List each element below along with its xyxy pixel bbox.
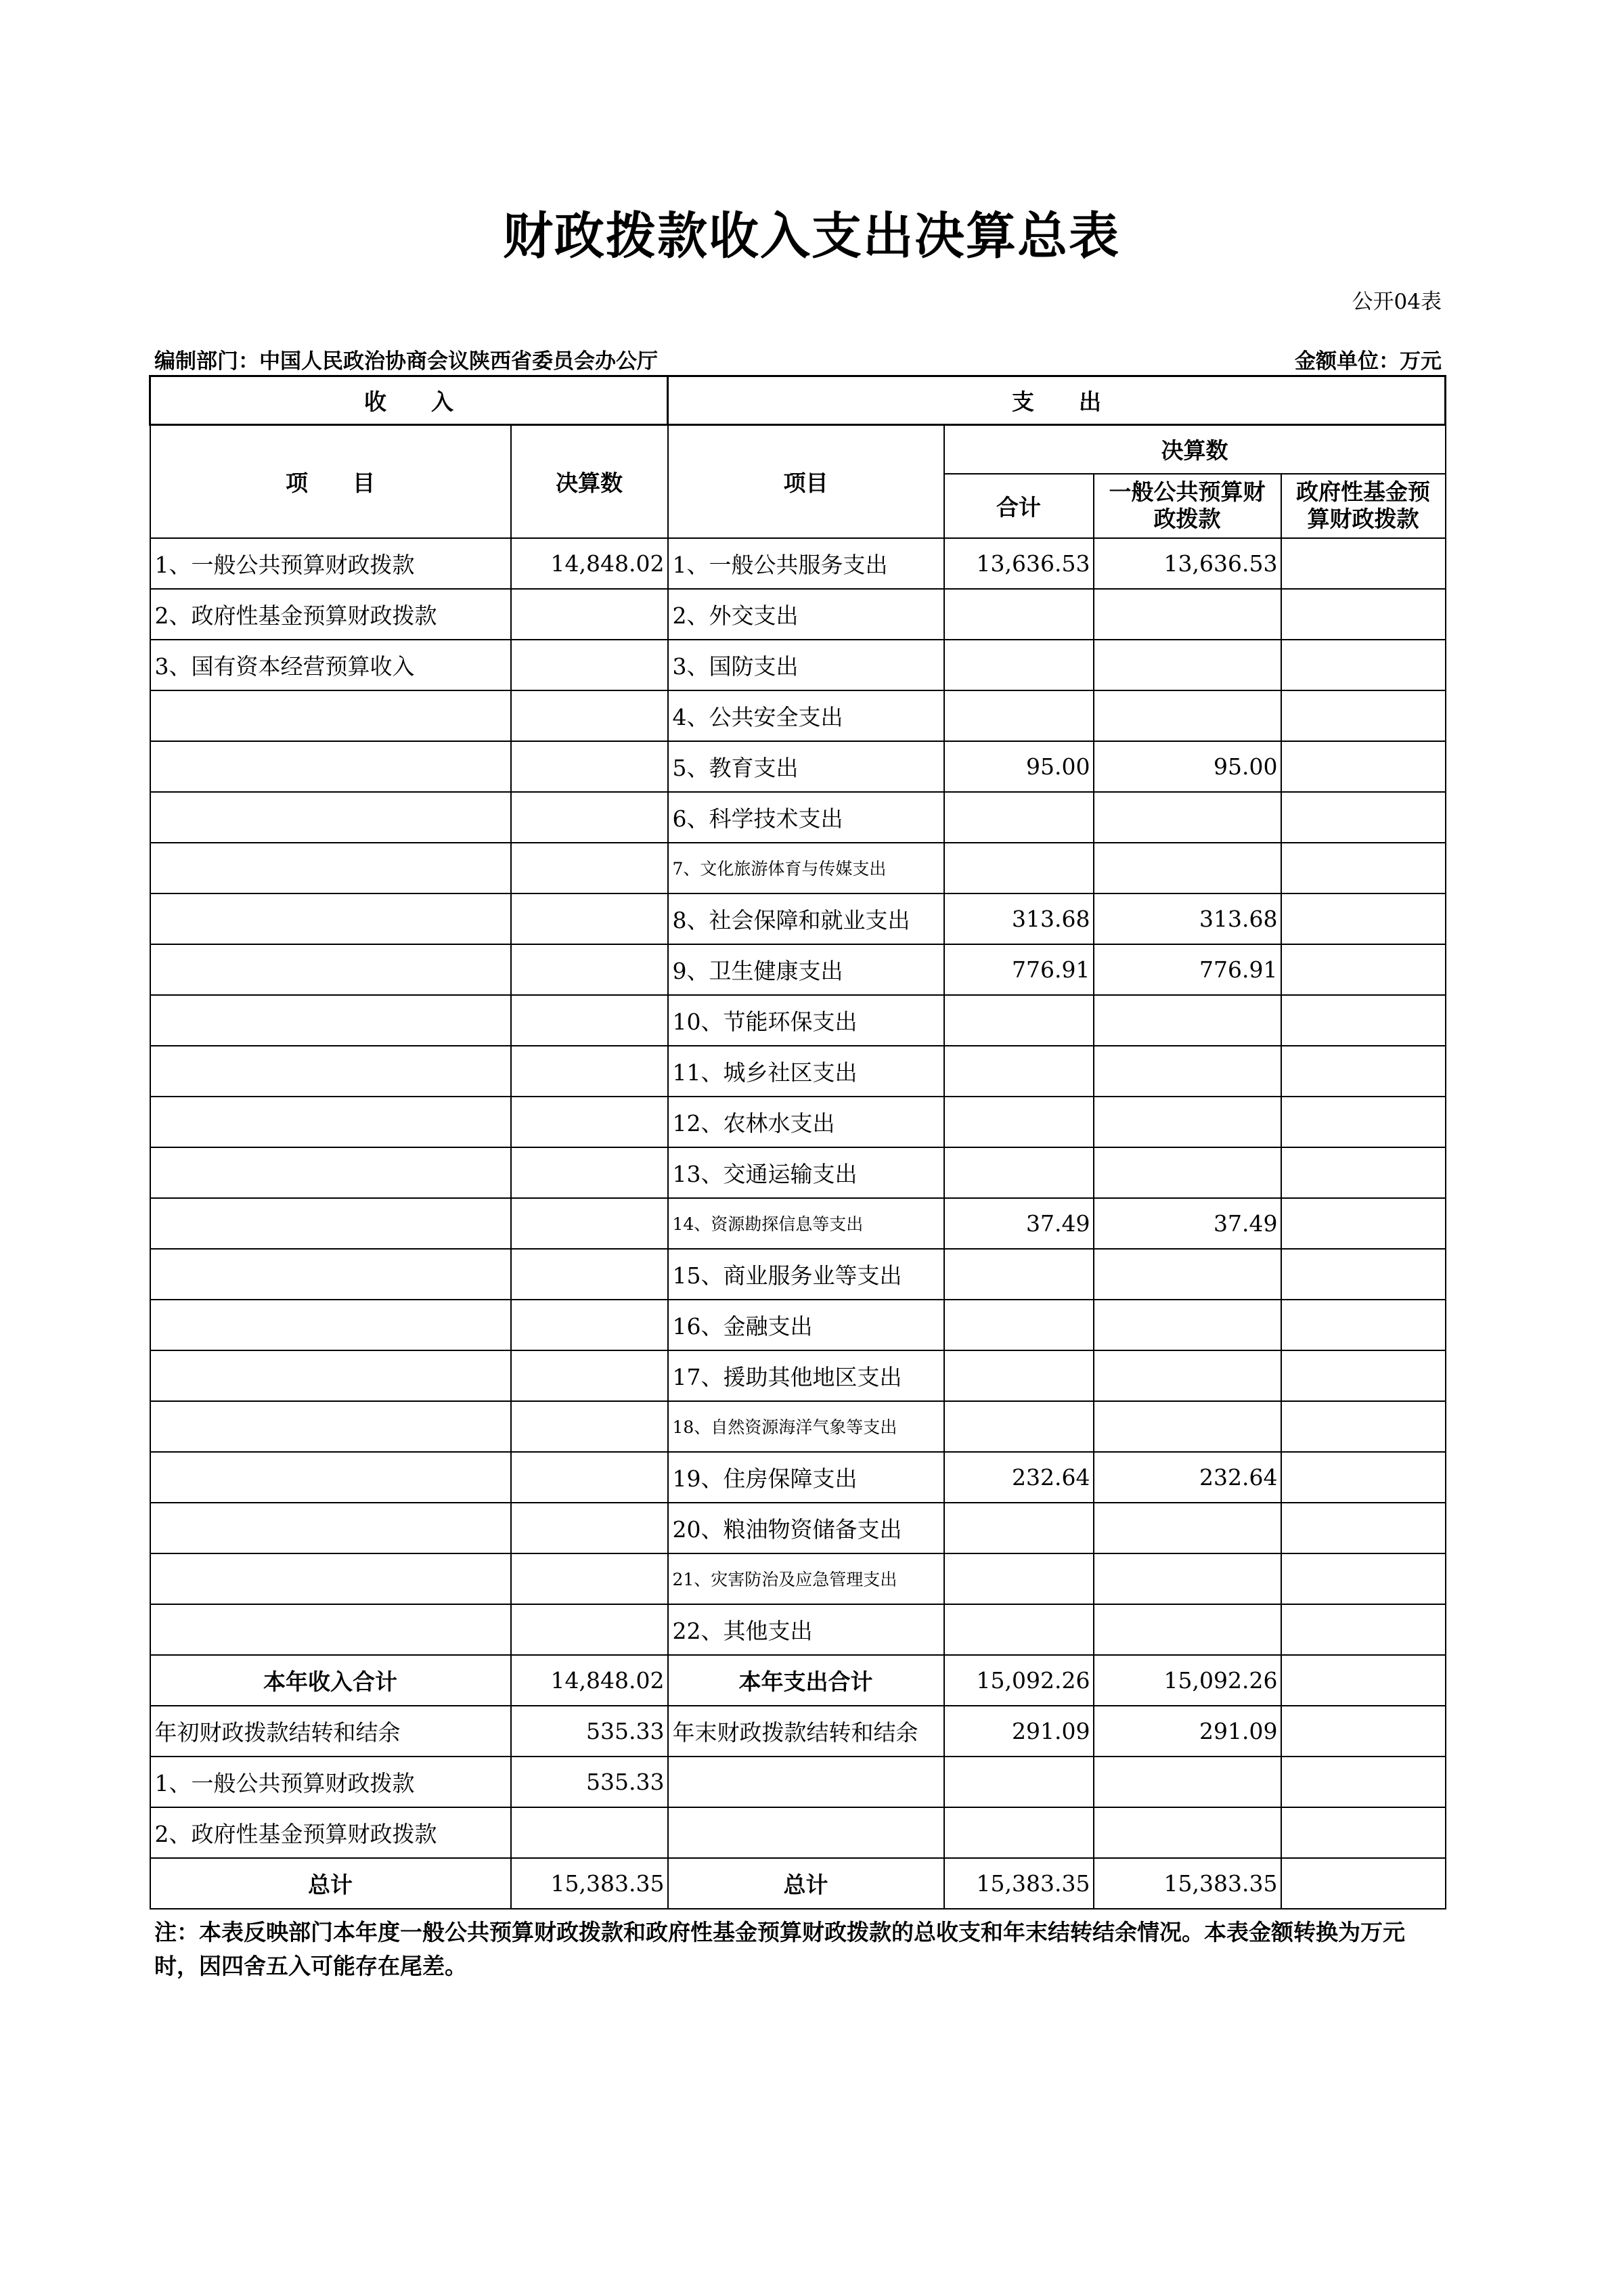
expense-general-budget: 291.09 bbox=[1094, 1706, 1281, 1757]
expense-general-budget bbox=[1094, 1503, 1281, 1553]
expense-total: 37.49 bbox=[944, 1198, 1094, 1249]
expense-fund-budget bbox=[1281, 1807, 1446, 1858]
income-amount bbox=[511, 1553, 668, 1604]
expense-general-budget bbox=[1094, 1300, 1281, 1350]
income-item bbox=[150, 1147, 511, 1198]
header-expense-amount: 决算数 bbox=[944, 425, 1446, 474]
table-row bbox=[150, 690, 1446, 741]
expense-total bbox=[944, 1046, 1094, 1097]
expense-fund-budget bbox=[1281, 690, 1446, 741]
expense-general-budget: 95.00 bbox=[1094, 741, 1281, 792]
expense-fund-budget bbox=[1281, 1350, 1446, 1401]
income-item: 总计 bbox=[150, 1858, 511, 1909]
expense-total bbox=[944, 1249, 1094, 1300]
header-general-budget: 一般公共预算财政拨款 bbox=[1094, 474, 1281, 538]
expense-item: 6、科学技术支出 bbox=[668, 792, 944, 843]
expense-general-budget bbox=[1094, 792, 1281, 843]
expense-total: 95.00 bbox=[944, 741, 1094, 792]
table-row bbox=[150, 1147, 1446, 1198]
income-amount bbox=[511, 843, 668, 893]
income-item: 1、一般公共预算财政拨款 bbox=[150, 538, 511, 589]
expense-total bbox=[944, 1807, 1094, 1858]
table-row bbox=[150, 995, 1446, 1046]
table-row bbox=[150, 1503, 1446, 1553]
income-item bbox=[150, 1350, 511, 1401]
footnote: 注：本表反映部门本年度一般公共预算财政拨款和政府性基金预算财政拨款的总收支和年末结转结余情况。本表金额转换为万元时，因四舍五入可能存在尾差。 bbox=[154, 1919, 1405, 1979]
table-row bbox=[150, 1300, 1446, 1350]
income-item bbox=[150, 995, 511, 1046]
expense-item: 20、粮油物资储备支出 bbox=[668, 1503, 944, 1553]
expense-fund-budget bbox=[1281, 1858, 1446, 1909]
expense-total: 15,383.35 bbox=[944, 1858, 1094, 1909]
expense-item: 11、城乡社区支出 bbox=[668, 1046, 944, 1097]
expense-general-budget bbox=[1094, 843, 1281, 893]
income-amount bbox=[511, 1249, 668, 1300]
table-row bbox=[150, 589, 1446, 640]
table-row bbox=[150, 640, 1446, 690]
income-item: 本年收入合计 bbox=[150, 1655, 511, 1706]
expense-general-budget bbox=[1094, 1401, 1281, 1452]
table-row bbox=[150, 1350, 1446, 1401]
expense-total bbox=[944, 1401, 1094, 1452]
table-row bbox=[150, 1604, 1446, 1655]
income-item bbox=[150, 944, 511, 995]
header-fund-budget: 政府性基金预算财政拨款 bbox=[1281, 474, 1446, 538]
expense-total: 776.91 bbox=[944, 944, 1094, 995]
expense-item: 总计 bbox=[668, 1858, 944, 1909]
income-item bbox=[150, 1300, 511, 1350]
expense-item: 14、资源勘探信息等支出 bbox=[668, 1198, 944, 1249]
expense-fund-budget bbox=[1281, 893, 1446, 944]
income-amount bbox=[511, 1503, 668, 1553]
expense-general-budget bbox=[1094, 995, 1281, 1046]
expense-item bbox=[668, 1807, 944, 1858]
expense-general-budget: 13,636.53 bbox=[1094, 538, 1281, 589]
income-item: 年初财政拨款结转和结余 bbox=[150, 1706, 511, 1757]
expense-fund-budget bbox=[1281, 1300, 1446, 1350]
income-item bbox=[150, 792, 511, 843]
expense-general-budget bbox=[1094, 1807, 1281, 1858]
expense-item: 年末财政拨款结转和结余 bbox=[668, 1706, 944, 1757]
income-item: 2、政府性基金预算财政拨款 bbox=[150, 589, 511, 640]
table-row bbox=[150, 1401, 1446, 1452]
expense-item: 2、外交支出 bbox=[668, 589, 944, 640]
table-row bbox=[150, 741, 1446, 792]
expense-total: 313.68 bbox=[944, 893, 1094, 944]
expense-total bbox=[944, 1300, 1094, 1350]
expense-general-budget bbox=[1094, 690, 1281, 741]
expense-general-budget bbox=[1094, 1604, 1281, 1655]
income-item: 2、政府性基金预算财政拨款 bbox=[150, 1807, 511, 1858]
income-amount bbox=[511, 792, 668, 843]
table-row bbox=[150, 1198, 1446, 1249]
income-amount bbox=[511, 944, 668, 995]
expense-fund-budget bbox=[1281, 1097, 1446, 1147]
expense-item: 10、节能环保支出 bbox=[668, 995, 944, 1046]
balance-row bbox=[150, 1706, 1446, 1757]
table-row bbox=[150, 1046, 1446, 1097]
income-item bbox=[150, 893, 511, 944]
expense-general-budget: 776.91 bbox=[1094, 944, 1281, 995]
expense-general-budget: 232.64 bbox=[1094, 1452, 1281, 1503]
expense-total bbox=[944, 995, 1094, 1046]
income-amount bbox=[511, 640, 668, 690]
expense-fund-budget bbox=[1281, 538, 1446, 589]
expense-total bbox=[944, 589, 1094, 640]
income-amount bbox=[511, 1452, 668, 1503]
income-item bbox=[150, 1401, 511, 1452]
header-row-1 bbox=[150, 376, 1446, 425]
income-amount: 14,848.02 bbox=[511, 1655, 668, 1706]
expense-general-budget bbox=[1094, 1147, 1281, 1198]
income-item: 1、一般公共预算财政拨款 bbox=[150, 1757, 511, 1807]
expense-item: 8、社会保障和就业支出 bbox=[668, 893, 944, 944]
balance-general-row bbox=[150, 1757, 1446, 1807]
expense-total bbox=[944, 1757, 1094, 1807]
expense-total bbox=[944, 1503, 1094, 1553]
expense-general-budget bbox=[1094, 589, 1281, 640]
table-row bbox=[150, 538, 1446, 589]
expense-general-budget bbox=[1094, 1350, 1281, 1401]
income-item bbox=[150, 1503, 511, 1553]
table-row bbox=[150, 1097, 1446, 1147]
header-expense-item: 项目 bbox=[668, 425, 944, 538]
balance-fund-row bbox=[150, 1807, 1446, 1858]
compiling-department: 编制部门：中国人民政治协商会议陕西省委员会办公厅 bbox=[154, 349, 658, 374]
income-amount bbox=[511, 1807, 668, 1858]
expense-fund-budget bbox=[1281, 1147, 1446, 1198]
income-amount: 535.33 bbox=[511, 1757, 668, 1807]
expense-general-budget bbox=[1094, 1046, 1281, 1097]
income-item bbox=[150, 1452, 511, 1503]
expense-total bbox=[944, 1604, 1094, 1655]
expense-item: 9、卫生健康支出 bbox=[668, 944, 944, 995]
expense-fund-budget bbox=[1281, 944, 1446, 995]
expense-fund-budget bbox=[1281, 741, 1446, 792]
table-row bbox=[150, 792, 1446, 843]
expense-fund-budget bbox=[1281, 1655, 1446, 1706]
expense-total: 232.64 bbox=[944, 1452, 1094, 1503]
expense-general-budget bbox=[1094, 1553, 1281, 1604]
expense-fund-budget bbox=[1281, 1757, 1446, 1807]
table-row bbox=[150, 944, 1446, 995]
table-row bbox=[150, 1553, 1446, 1604]
expense-item: 12、农林水支出 bbox=[668, 1097, 944, 1147]
expense-item: 17、援助其他地区支出 bbox=[668, 1350, 944, 1401]
income-amount bbox=[511, 893, 668, 944]
expense-total: 15,092.26 bbox=[944, 1655, 1094, 1706]
expense-total bbox=[944, 843, 1094, 893]
income-item bbox=[150, 741, 511, 792]
income-amount bbox=[511, 589, 668, 640]
income-item bbox=[150, 1198, 511, 1249]
income-amount bbox=[511, 1147, 668, 1198]
expense-fund-budget bbox=[1281, 640, 1446, 690]
expense-fund-budget bbox=[1281, 843, 1446, 893]
year-total-row bbox=[150, 1655, 1446, 1706]
fiscal-summary-table bbox=[149, 375, 1446, 1909]
expense-fund-budget bbox=[1281, 995, 1446, 1046]
header-expense: 支 出 bbox=[668, 376, 1446, 425]
table-row bbox=[150, 1452, 1446, 1503]
header-income: 收 入 bbox=[150, 376, 668, 425]
expense-fund-budget bbox=[1281, 1198, 1446, 1249]
income-amount: 15,383.35 bbox=[511, 1858, 668, 1909]
expense-item: 本年支出合计 bbox=[668, 1655, 944, 1706]
income-amount bbox=[511, 1097, 668, 1147]
header-income-item: 项 目 bbox=[150, 425, 511, 538]
expense-general-budget bbox=[1094, 1097, 1281, 1147]
header-income-amount: 决算数 bbox=[511, 425, 668, 538]
expense-fund-budget bbox=[1281, 1401, 1446, 1452]
expense-total: 291.09 bbox=[944, 1706, 1094, 1757]
expense-general-budget: 15,092.26 bbox=[1094, 1655, 1281, 1706]
expense-item: 3、国防支出 bbox=[668, 640, 944, 690]
header-total: 合计 bbox=[944, 474, 1094, 538]
form-number: 公开04表 bbox=[1352, 290, 1442, 314]
expense-fund-budget bbox=[1281, 1046, 1446, 1097]
income-item bbox=[150, 843, 511, 893]
income-item bbox=[150, 690, 511, 741]
income-item bbox=[150, 1097, 511, 1147]
income-amount bbox=[511, 1046, 668, 1097]
income-amount bbox=[511, 1604, 668, 1655]
expense-item: 15、商业服务业等支出 bbox=[668, 1249, 944, 1300]
expense-item bbox=[668, 1757, 944, 1807]
income-item: 3、国有资本经营预算收入 bbox=[150, 640, 511, 690]
expense-fund-budget bbox=[1281, 1503, 1446, 1553]
income-amount bbox=[511, 1300, 668, 1350]
expense-general-budget bbox=[1094, 1249, 1281, 1300]
expense-item: 1、一般公共服务支出 bbox=[668, 538, 944, 589]
expense-general-budget: 313.68 bbox=[1094, 893, 1281, 944]
expense-total: 13,636.53 bbox=[944, 538, 1094, 589]
income-amount bbox=[511, 690, 668, 741]
income-amount bbox=[511, 1401, 668, 1452]
income-amount: 14,848.02 bbox=[511, 538, 668, 589]
expense-general-budget: 15,383.35 bbox=[1094, 1858, 1281, 1909]
header-row-2 bbox=[150, 425, 1446, 474]
expense-general-budget bbox=[1094, 1757, 1281, 1807]
expense-item: 19、住房保障支出 bbox=[668, 1452, 944, 1503]
grand-total-row bbox=[150, 1858, 1446, 1909]
income-amount bbox=[511, 995, 668, 1046]
expense-item: 21、灾害防治及应急管理支出 bbox=[668, 1553, 944, 1604]
expense-item: 7、文化旅游体育与传媒支出 bbox=[668, 843, 944, 893]
expense-fund-budget bbox=[1281, 1706, 1446, 1757]
expense-item: 22、其他支出 bbox=[668, 1604, 944, 1655]
expense-item: 18、自然资源海洋气象等支出 bbox=[668, 1401, 944, 1452]
expense-total bbox=[944, 1147, 1094, 1198]
income-item bbox=[150, 1604, 511, 1655]
expense-fund-budget bbox=[1281, 1452, 1446, 1503]
expense-general-budget bbox=[1094, 640, 1281, 690]
income-amount bbox=[511, 741, 668, 792]
expense-total bbox=[944, 640, 1094, 690]
expense-item: 5、教育支出 bbox=[668, 741, 944, 792]
income-amount: 535.33 bbox=[511, 1706, 668, 1757]
income-amount bbox=[511, 1198, 668, 1249]
expense-total bbox=[944, 1097, 1094, 1147]
page-title: 财政拨款收入支出决算总表 bbox=[503, 207, 1120, 265]
expense-fund-budget bbox=[1281, 1249, 1446, 1300]
income-item bbox=[150, 1249, 511, 1300]
expense-fund-budget bbox=[1281, 1604, 1446, 1655]
expense-fund-budget bbox=[1281, 1553, 1446, 1604]
expense-item: 4、公共安全支出 bbox=[668, 690, 944, 741]
expense-total bbox=[944, 1553, 1094, 1604]
expense-total bbox=[944, 792, 1094, 843]
expense-fund-budget bbox=[1281, 589, 1446, 640]
expense-general-budget: 37.49 bbox=[1094, 1198, 1281, 1249]
amount-unit: 金额单位：万元 bbox=[1295, 349, 1442, 374]
income-amount bbox=[511, 1350, 668, 1401]
expense-item: 13、交通运输支出 bbox=[668, 1147, 944, 1198]
table-row bbox=[150, 893, 1446, 944]
income-item bbox=[150, 1046, 511, 1097]
expense-item: 16、金融支出 bbox=[668, 1300, 944, 1350]
expense-fund-budget bbox=[1281, 792, 1446, 843]
expense-total bbox=[944, 690, 1094, 741]
table-row bbox=[150, 843, 1446, 893]
expense-total bbox=[944, 1350, 1094, 1401]
income-item bbox=[150, 1553, 511, 1604]
table-row bbox=[150, 1249, 1446, 1300]
